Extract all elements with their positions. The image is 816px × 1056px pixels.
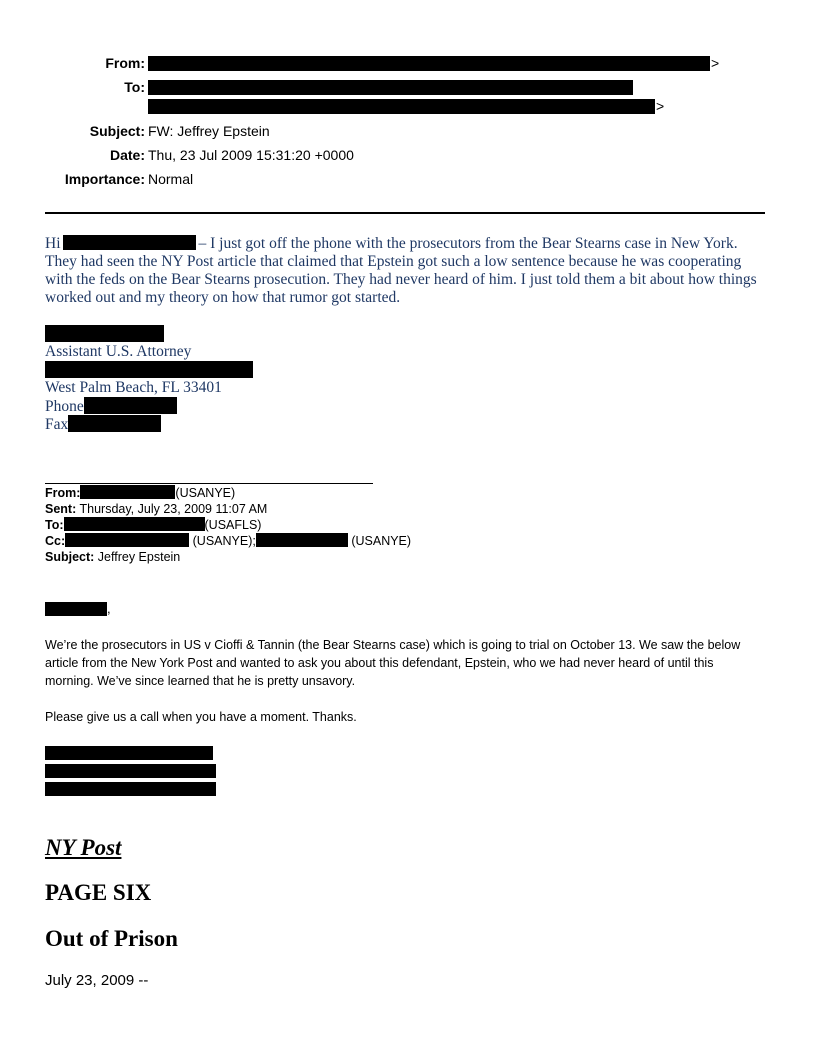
fwd-to-line — [45, 517, 261, 533]
importance-label: Importance: — [64, 171, 145, 187]
fwd-from-line — [45, 485, 235, 501]
redacted-fwd-cc-1 — [65, 533, 189, 547]
redacted-sig-line-3 — [45, 782, 216, 796]
redacted-fwd-to — [64, 517, 205, 531]
date-value: Thu, 23 Jul 2009 15:31:20 +0000 — [148, 147, 354, 163]
redacted-from-address — [148, 56, 710, 71]
fwd-sent-label: Sent: — [45, 502, 77, 516]
article-source: NY Post — [45, 835, 122, 860]
redacted-fwd-cc-2 — [256, 533, 348, 547]
signature-city: West Palm Beach, FL 33401 — [45, 379, 222, 396]
subject-value: FW: Jeffrey Epstein — [148, 123, 270, 139]
greeting-comma: , — [107, 601, 111, 616]
fwd-cc-org-2: (USANYE) — [351, 534, 412, 548]
fwd-subject-label: Subject: — [45, 550, 95, 564]
redacted-fwd-from — [80, 485, 175, 499]
fwd-subject-line — [45, 549, 180, 565]
fwd-subject-value: Jeffrey Epstein — [97, 550, 181, 564]
fwd-from-label: From: — [45, 486, 81, 500]
redacted-phone — [84, 397, 177, 414]
redacted-to-address-1 — [148, 80, 633, 95]
fwd-sent-line — [45, 501, 267, 517]
subject-label: Subject: — [89, 123, 145, 139]
forward-separator — [45, 483, 373, 484]
header-divider — [45, 212, 765, 214]
forward-paragraph-2: Please give us a call when you have a moment. Thanks. — [45, 710, 357, 724]
forward-paragraph-1: We’re the prosecutors in US v Cioffi & Tannin (the Bear Stearns case) which is going to trial on October 13. We saw the below article from the New York Post and wanted to ask you about this defendant, Epstein, who we had never heard of until this morning. We’ve since learned that he is pretty unsavory. — [45, 638, 741, 688]
fwd-cc-label: Cc: — [45, 534, 66, 548]
signature-title: Assistant U.S. Attorney — [45, 343, 192, 360]
redacted-to-address-2 — [148, 99, 655, 114]
greeting: Hi — [45, 235, 61, 252]
importance-value: Normal — [148, 171, 194, 187]
to-label: To: — [124, 79, 145, 95]
message-paragraph — [45, 235, 770, 307]
redacted-street-address — [45, 361, 253, 378]
fwd-from-org: (USANYE) — [175, 486, 236, 500]
phone-label: Phone — [45, 398, 84, 415]
redacted-addressee — [45, 602, 107, 616]
redacted-fax — [68, 415, 161, 432]
fwd-to-label: To: — [45, 518, 64, 532]
article-headline: Out of Prison — [45, 926, 178, 951]
fwd-sent-value: Thursday, July 23, 2009 11:07 AM — [79, 502, 268, 516]
redacted-recipient-name — [63, 235, 196, 250]
fwd-cc-org-1: (USANYE); — [192, 534, 256, 548]
signature-fax — [45, 415, 161, 434]
from-suffix: > — [711, 55, 720, 71]
fax-label: Fax — [45, 416, 69, 433]
article-dateline: July 23, 2009 -- — [45, 972, 149, 989]
signature-phone — [45, 397, 177, 416]
to-suffix: > — [656, 98, 665, 114]
fwd-to-org: (USAFLS) — [204, 518, 262, 532]
date-label: Date: — [109, 147, 145, 163]
redacted-sender-name — [45, 325, 164, 342]
message-text: – I just got off the phone with the prosecutors from the Bear Stearns case in New York. They had seen the NY Post article that claimed that Epstein got such a low sentence because he was cooperating with the feds on the Bear Stearns prosecution. They had never heard of him. I just told them a bit about how things worked out and my theory on how that rumor got started. — [45, 235, 757, 306]
fwd-cc-line — [45, 533, 411, 549]
from-label: From: — [105, 55, 145, 71]
redacted-sig-line-2 — [45, 764, 216, 778]
redacted-sig-line-1 — [45, 746, 213, 760]
article-section: PAGE SIX — [45, 880, 152, 905]
